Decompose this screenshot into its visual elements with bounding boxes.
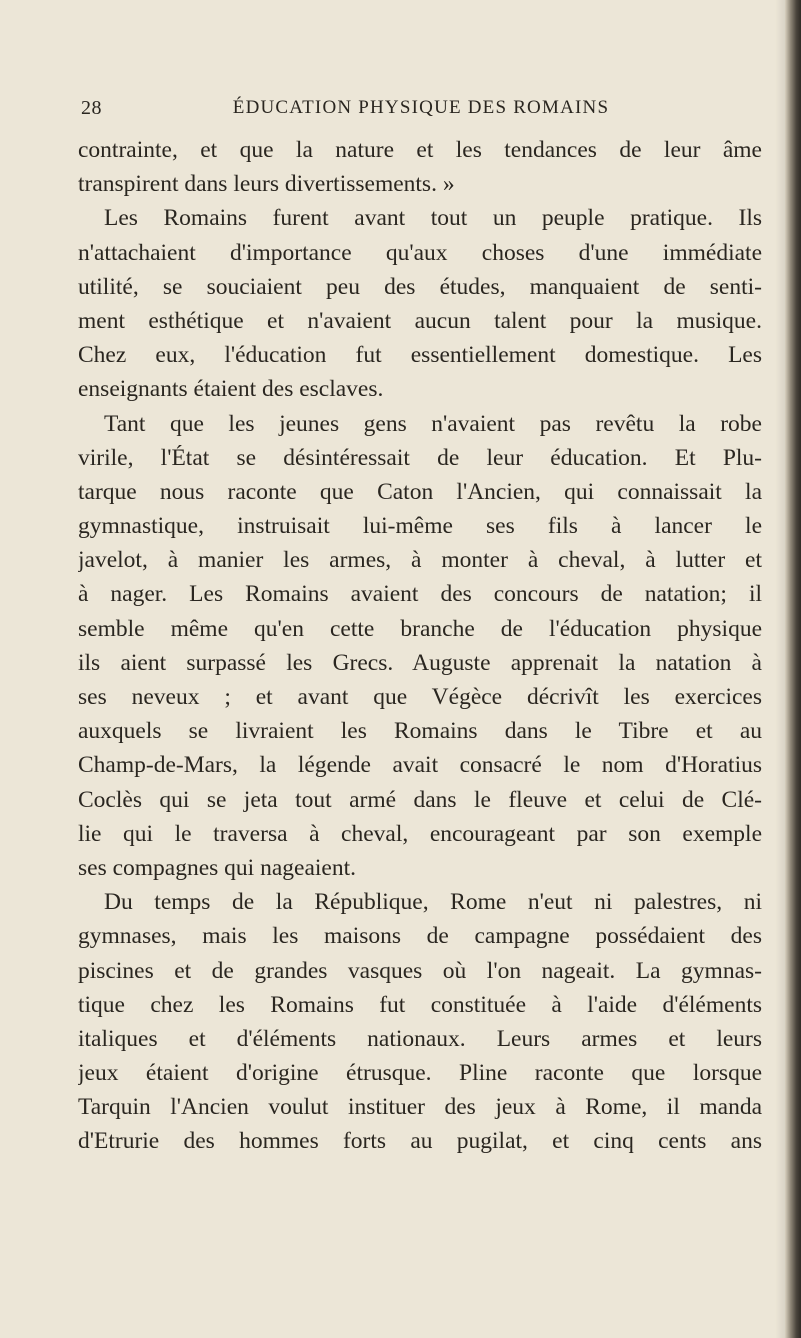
text-line: contrainte, et que la nature et les tendances de leur âme <box>78 137 762 163</box>
text-line: Tant que les jeunes gens n'avaient pas revêtu la robe <box>104 410 762 437</box>
text-line: ment esthétique et n'avaient aucun talent pour la musique. <box>78 307 762 334</box>
text-line: italiques et d'éléments nationaux. Leurs armes et leurs <box>78 1025 762 1052</box>
text-line: Les Romains furent avant tout un peuple pratique. Ils <box>104 205 762 232</box>
text-line: d'Etrurie des hommes forts au pugilat, et cinq cents ans <box>78 1128 762 1155</box>
page-number: 28 <box>81 97 102 119</box>
text-line: gymnases, mais les maisons de campagne possédaient des <box>78 923 762 950</box>
text-line: enseignants étaient des esclaves. <box>78 376 384 403</box>
body-text <box>78 133 762 1159</box>
running-title: ÉDUCATION PHYSIQUE DES ROMAINS <box>232 97 610 118</box>
text-line: ses compagnes qui nageaient. <box>78 854 356 881</box>
text-line: Coclès qui se jeta tout armé dans le fleuve et celui de Clé- <box>78 786 762 813</box>
text-line: tique chez les Romains fut constituée à l'aide d'éléments <box>78 991 762 1018</box>
text-line: Champ-de-Mars, la légende avait consacré le nom d'Horatius <box>78 752 762 779</box>
book-page-edge <box>785 0 801 1338</box>
text-line: piscines et de grandes vasques où l'on nageait. La gymnas- <box>78 957 762 984</box>
text-line: gymnastique, instruisait lui-même ses fils à lancer le <box>78 513 762 540</box>
text-line: n'attachaient d'importance qu'aux choses d'une immédiate <box>78 239 762 266</box>
text-line: ils aient surpassé les Grecs. Auguste apprenait la natation à <box>78 649 762 676</box>
text-line: virile, l'État se désintéressait de leur éducation. Et Plu- <box>78 444 762 471</box>
text-line: lie qui le traversa à cheval, encourageant par son exemple <box>78 820 762 847</box>
text-line: transpirent dans leurs divertissements. » <box>78 171 455 198</box>
text-line: semble même qu'en cette branche de l'éducation physique <box>78 615 762 642</box>
page-shadow <box>775 0 785 1338</box>
page-header <box>81 97 761 127</box>
text-line: Du temps de la République, Rome n'eut ni palestres, ni <box>104 889 762 916</box>
text-line: à nager. Les Romains avaient des concours de natation; il <box>78 581 762 608</box>
text-line: utilité, se souciaient peu des études, manquaient de senti- <box>78 273 762 300</box>
text-line: Tarquin l'Ancien voulut instituer des jeux à Rome, il manda <box>78 1094 762 1121</box>
text-line: auxquels se livraient les Romains dans le Tibre et au <box>78 718 762 745</box>
text-line: ses neveux ; et avant que Végèce décrivît les exercices <box>78 684 762 710</box>
text-line: javelot, à manier les armes, à monter à cheval, à lutter et <box>78 547 762 574</box>
text-line: tarque nous raconte que Caton l'Ancien, qui connaissait la <box>78 478 762 505</box>
text-line: Chez eux, l'éducation fut essentiellement domestique. Les <box>78 342 762 369</box>
text-line: jeux étaient d'origine étrusque. Pline raconte que lorsque <box>78 1060 762 1087</box>
